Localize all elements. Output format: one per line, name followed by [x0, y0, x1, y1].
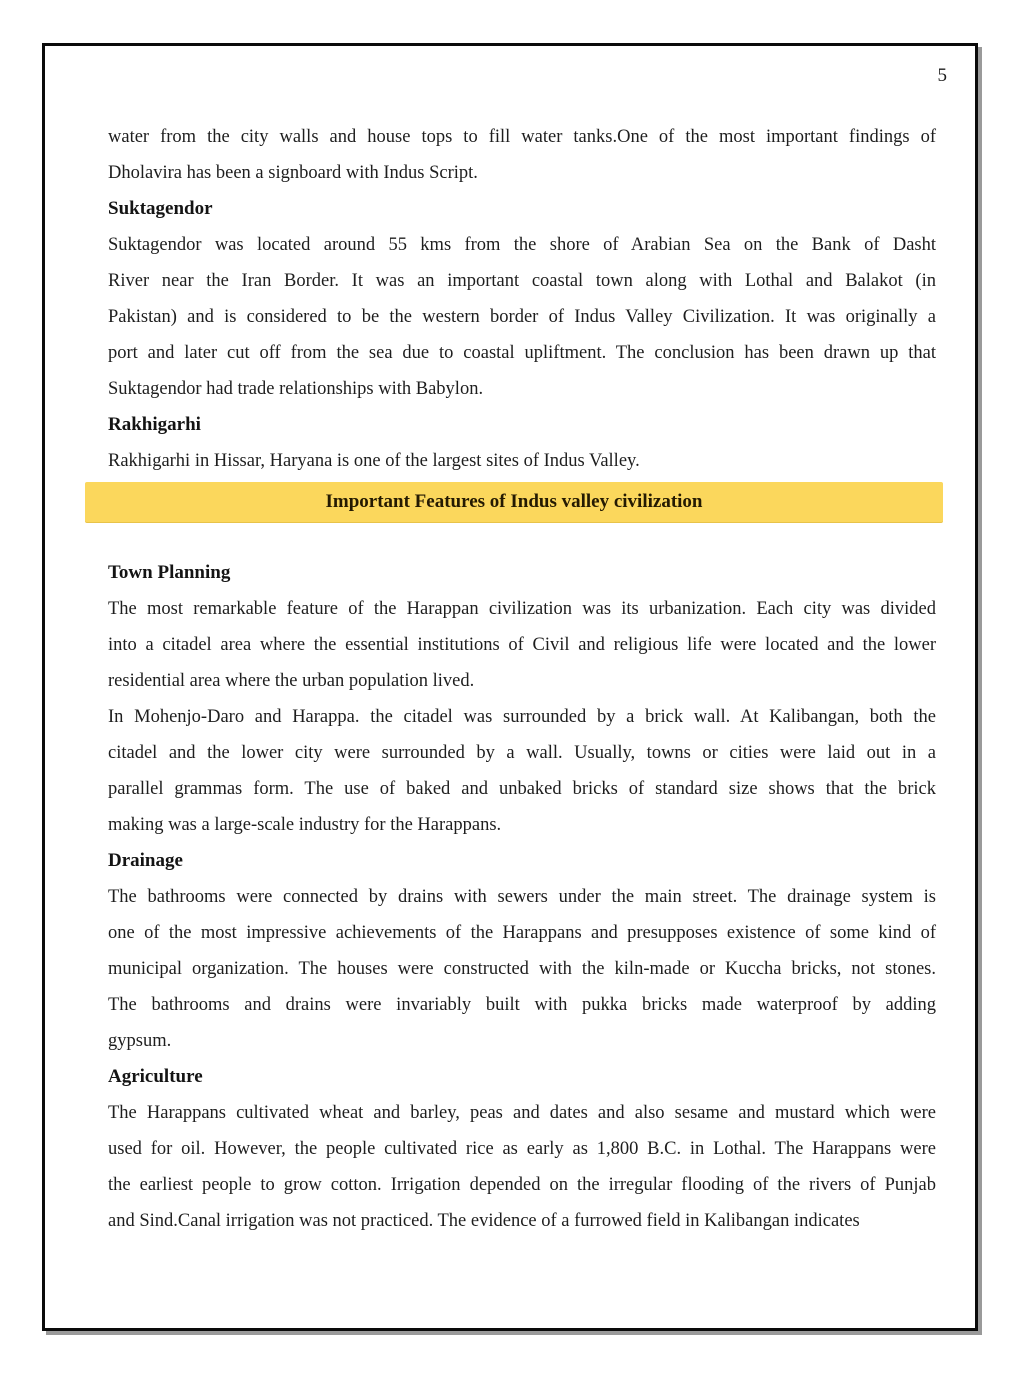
text-line: into a citadel area where the essential institutions of Civil and religious life were located and the lower	[108, 635, 936, 655]
text-line: The most remarkable feature of the Harappan civilization was its urbanization. Each city was divided	[108, 599, 936, 619]
section-heading: Suktagendor	[108, 198, 213, 219]
paragraph	[108, 443, 936, 479]
page-content	[108, 119, 936, 1239]
text-line: one of the most impressive achievements of the Harappans and presupposes existence of some kind of	[108, 923, 936, 943]
text-line: The bathrooms and drains were invariably built with pukka bricks made waterproof by adding	[108, 995, 936, 1015]
text-line: River near the Iran Border. It was an important coastal town along with Lothal and Balakot (in	[108, 271, 936, 291]
text-line: citadel and the lower city were surrounded by a wall. Usually, towns or cities were laid out in a	[108, 743, 936, 763]
paragraph	[108, 119, 936, 191]
text-line: port and later cut off from the sea due to coastal upliftment. The conclusion has been drawn up that	[108, 343, 936, 363]
text-line: The Harappans cultivated wheat and barley, peas and dates and also sesame and mustard which were	[108, 1103, 936, 1123]
text-line: parallel grammas form. The use of baked and unbaked bricks of standard size shows that the brick	[108, 779, 936, 799]
paragraph	[108, 591, 936, 699]
section-heading: Agriculture	[108, 1066, 203, 1087]
paragraph	[108, 227, 936, 407]
text-line: gypsum.	[108, 1031, 172, 1051]
text-line: used for oil. However, the people cultivated rice as early as 1,800 B.C. in Lothal. The Harappans were	[108, 1139, 936, 1159]
text-line: Rakhigarhi in Hissar, Haryana is one of the largest sites of Indus Valley.	[108, 451, 640, 471]
text-line: and Sind.Canal irrigation was not practiced. The evidence of a furrowed field in Kalibangan indicates	[108, 1211, 860, 1231]
text-line: Suktagendor was located around 55 kms from the shore of Arabian Sea on the Bank of Dasht	[108, 235, 936, 255]
section-heading: Rakhigarhi	[108, 414, 201, 435]
text-line: municipal organization. The houses were constructed with the kiln-made or Kuccha bricks, not stones.	[108, 959, 936, 979]
page-number: 5	[937, 65, 947, 86]
text-line: The bathrooms were connected by drains with sewers under the main street. The drainage system is	[108, 887, 936, 907]
paragraph	[108, 1095, 936, 1239]
text-line: Pakistan) and is considered to be the western border of Indus Valley Civilization. It was originally a	[108, 307, 936, 327]
text-line: water from the city walls and house tops to fill water tanks.One of the most important findings of	[108, 127, 936, 147]
text-line: making was a large-scale industry for the Harappans.	[108, 815, 502, 835]
paragraph	[108, 699, 936, 843]
highlighted-title-banner: Important Features of Indus valley civilization	[85, 482, 943, 522]
section-heading: Town Planning	[108, 562, 231, 583]
section-heading: Drainage	[108, 850, 183, 871]
document-page	[42, 43, 978, 1331]
text-line: residential area where the urban population lived.	[108, 671, 475, 691]
text-line: the earliest people to grow cotton. Irrigation depended on the irregular flooding of the rivers of Punjab	[108, 1175, 936, 1195]
paragraph	[108, 879, 936, 1059]
text-line: Dholavira has been a signboard with Indus Script.	[108, 163, 478, 183]
text-line: In Mohenjo-Daro and Harappa. the citadel was surrounded by a brick wall. At Kalibangan, both the	[108, 707, 936, 727]
text-line: Suktagendor had trade relationships with Babylon.	[108, 379, 484, 399]
